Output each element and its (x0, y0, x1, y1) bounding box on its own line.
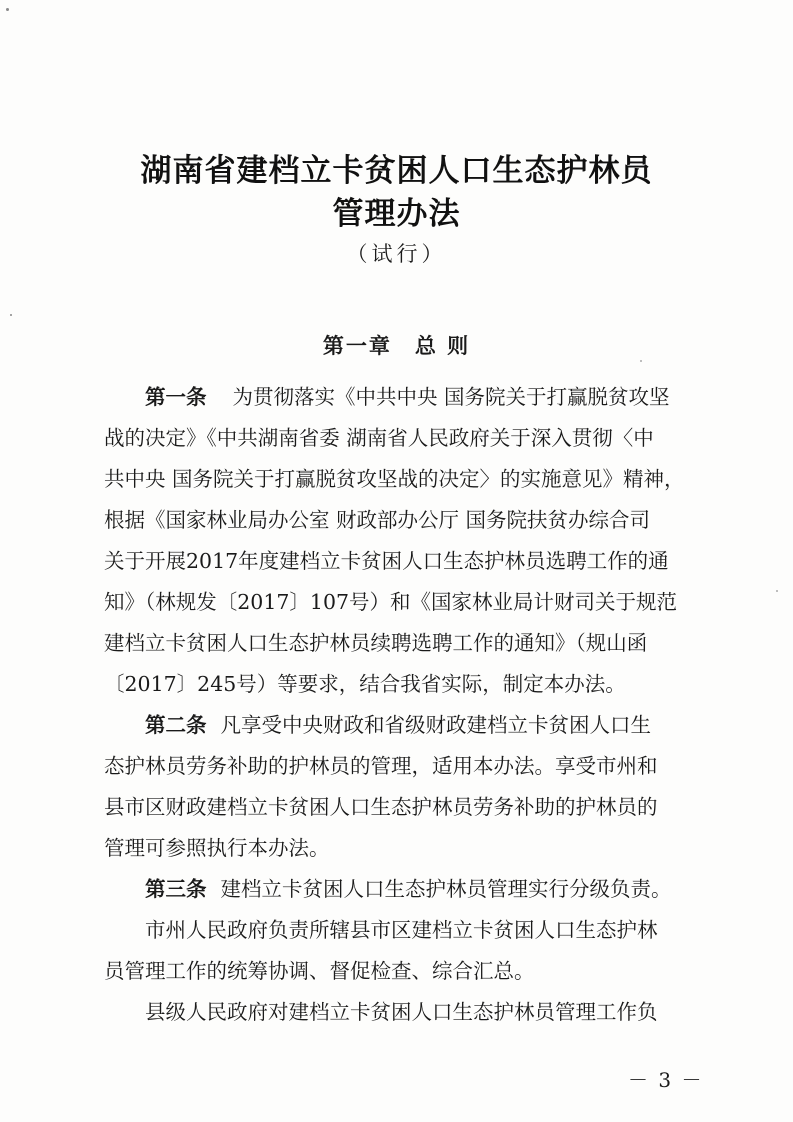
document-title-line-1: 湖南省建档立卡贫困人口生态护林员 (140, 153, 653, 189)
paragraph-text-line: 市州人民政府负责所辖县市区建档立卡贫困人口生态护林 (145, 918, 658, 942)
article-text: 凡享受中央财政和省级财政建档立卡贫困人口生 (220, 713, 651, 737)
article-text: 为贯彻落实《中共中央 国务院关于打赢脱贫攻坚 (232, 385, 670, 409)
article-text-line: 知》（林规发〔2017〕107号）和《国家林业局计财司关于规范 (104, 590, 678, 614)
article-text-line: 根据《国家林业局办公室 财政部办公厅 国务院扶贫办综合司 (104, 508, 651, 532)
article-3-line-1 (145, 875, 672, 903)
article-text-line: 战的决定》《中共湖南省委 湖南省人民政府关于深入贯彻〈中 (104, 426, 654, 450)
article-label: 第一条 (145, 385, 207, 409)
scan-speck (10, 314, 12, 316)
paragraph-text-line: 县级人民政府对建档立卡贫困人口生态护林员管理工作负 (145, 1000, 658, 1024)
scan-speck (6, 8, 9, 11)
chapter-heading: 第一章 总 则 (322, 334, 471, 358)
article-text-line: 建档立卡贫困人口生态护林员续聘选聘工作的通知》（规山函 (104, 631, 648, 655)
article-text-line: 共中央 国务院关于打赢脱贫攻坚战的决定〉的实施意见》精神， (104, 467, 685, 491)
scan-speck (640, 360, 642, 362)
document-title-line-2: 管理办法 (332, 196, 461, 232)
paragraph-text-line: 员管理工作的统筹协调、督促检查、综合汇总。 (104, 959, 535, 983)
document-subtitle: （试行） (346, 242, 447, 266)
article-label: 第三条 (145, 877, 207, 901)
scan-speck (776, 590, 778, 592)
article-text-line: 态护林员劳务补助的护林员的管理，适用本办法。享受市州和 (104, 754, 658, 778)
article-1-line-1 (145, 383, 670, 411)
article-text-line: 关于开展2017年度建档立卡贫困人口生态护林员选聘工作的通 (104, 549, 669, 573)
page-number: － 3 － (628, 1068, 704, 1092)
article-text: 建档立卡贫困人口生态护林员管理实行分级负责。 (220, 877, 672, 901)
article-text-line: 县市区财政建档立卡贫困人口生态护林员劳务补助的护林员的 (104, 795, 658, 819)
article-label: 第二条 (145, 713, 207, 737)
article-text-line: 管理可参照执行本办法。 (104, 836, 330, 860)
article-2-line-1 (145, 711, 651, 739)
article-text-line: 〔2017〕245号）等要求，结合我省实际，制定本办法。 (104, 672, 626, 696)
